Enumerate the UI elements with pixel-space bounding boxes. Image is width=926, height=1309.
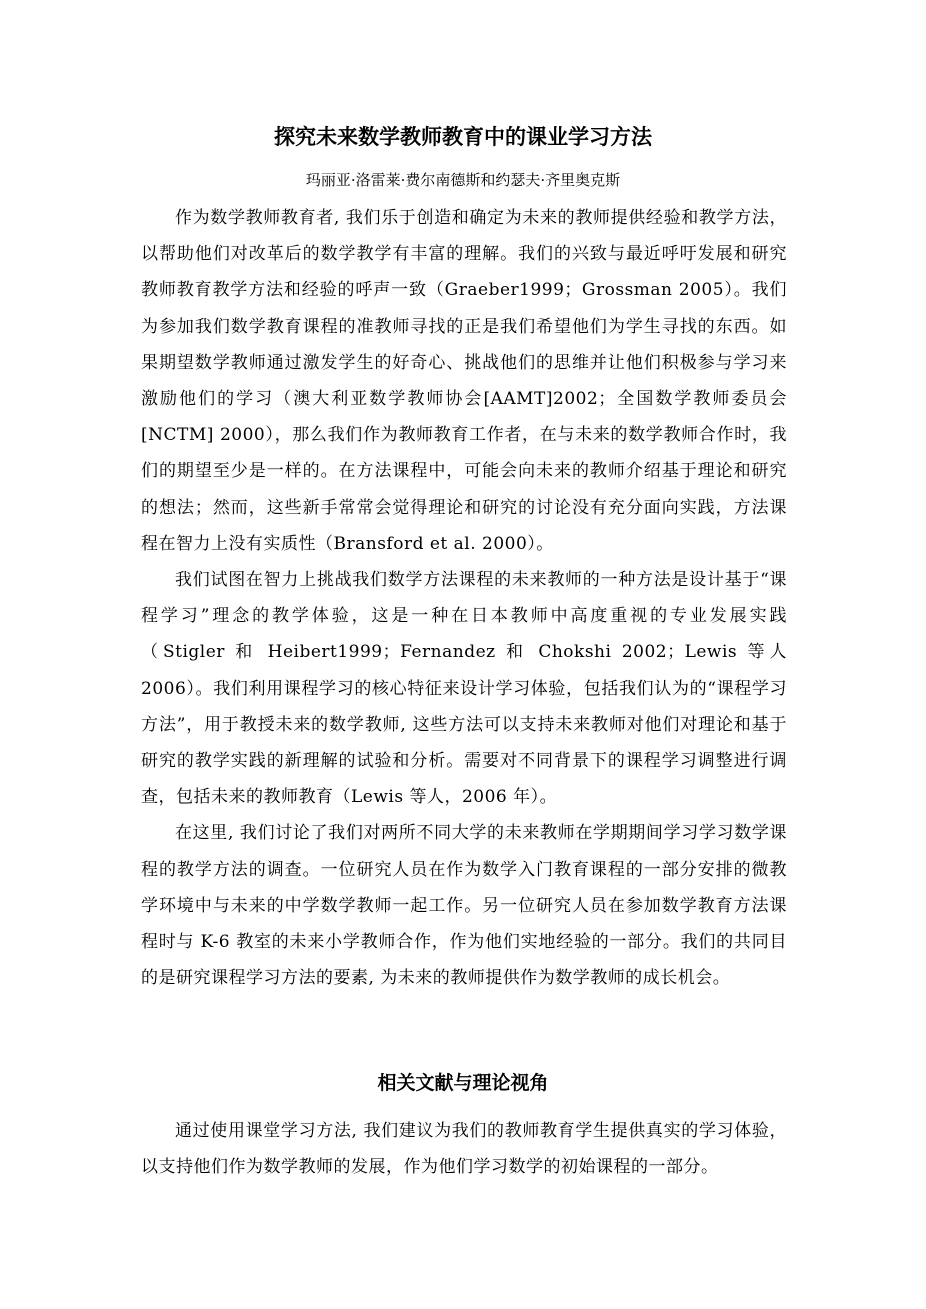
paragraph: 我们试图在智力上挑战我们数学方法课程的未来教师的一种方法是设计基于“课程学习”理念的教学体验，这是一种在日本教师中高度重视的专业发展实践（Stigler 和 Heibert1999；Fernandez 和 Chokshi 2002；Lewis 等人 2006）。我们利用课程学习的核心特征来设计学习体验，包括我们认为的“课程学习方法”，用于教授未来的数学教师, 这些方法可以支持未来教师对他们对理论和基于研究的教学实践的新理解的试验和分析。需要对不同背景下的课程学习调整进行调查，包括未来的教师教育（Lewis 等人，2006 年）。 (141, 570, 787, 808)
intro-body (141, 200, 787, 996)
section-body (141, 1113, 787, 1185)
paragraph: 通过使用课堂学习方法, 我们建议为我们的教师教育学生提供真实的学习体验，以支持他们作为数学教师的发展，作为他们学习数学的初始课程的一部分。 (141, 1121, 787, 1178)
paper-title: 探究未来数学教师教育中的课业学习方法 (274, 125, 652, 149)
paragraph: 在这里, 我们讨论了我们对两所不同大学的未来教师在学期期间学习学习数学课程的教学方法的调查。一位研究人员在作为数学入门教育课程的一部分安排的微教学环境中与未来的中学数学教师一起工作。另一位研究人员在参加数学教育方法课程时与 K-6 教室的未来小学教师合作，作为他们实地经验的一部分。我们的共同目的是研究课程学习方法的要素, 为未来的教师提供作为数学教师的成长机会。 (141, 823, 787, 989)
paragraph: 作为数学教师教育者, 我们乐于创造和确定为未来的教师提供经验和教学方法，以帮助他们对改革后的数学教学有丰富的理解。我们的兴致与最近呼吁发展和研究教师教育教学方法和经验的呼声一致（Graeber1999；Grossman 2005）。我们为参加我们数学教育课程的准教师寻找的正是我们希望他们为学生寻找的东西。如果期望数学教师通过激发学生的好奇心、挑战他们的思维并让他们积极参与学习来激励他们的学习（澳大利亚数学教师协会[AAMT]2002；全国数学教师委员会 [NCTM] 2000），那么我们作为教师教育工作者，在与未来的数学教师合作时，我们的期望至少是一样的。在方法课程中，可能会向未来的教师介绍基于理论和研究的想法；然而，这些新手常常会觉得理论和研究的讨论没有充分面向实践，方法课程在智力上没有实质性（Bransford et al. 2000）。 (141, 208, 787, 554)
section-heading: 相关文献与理论视角 (377, 1072, 549, 1094)
paper-authors: 玛丽亚·洛雷莱·费尔南德斯和约瑟夫·齐里奥克斯 (305, 171, 621, 189)
